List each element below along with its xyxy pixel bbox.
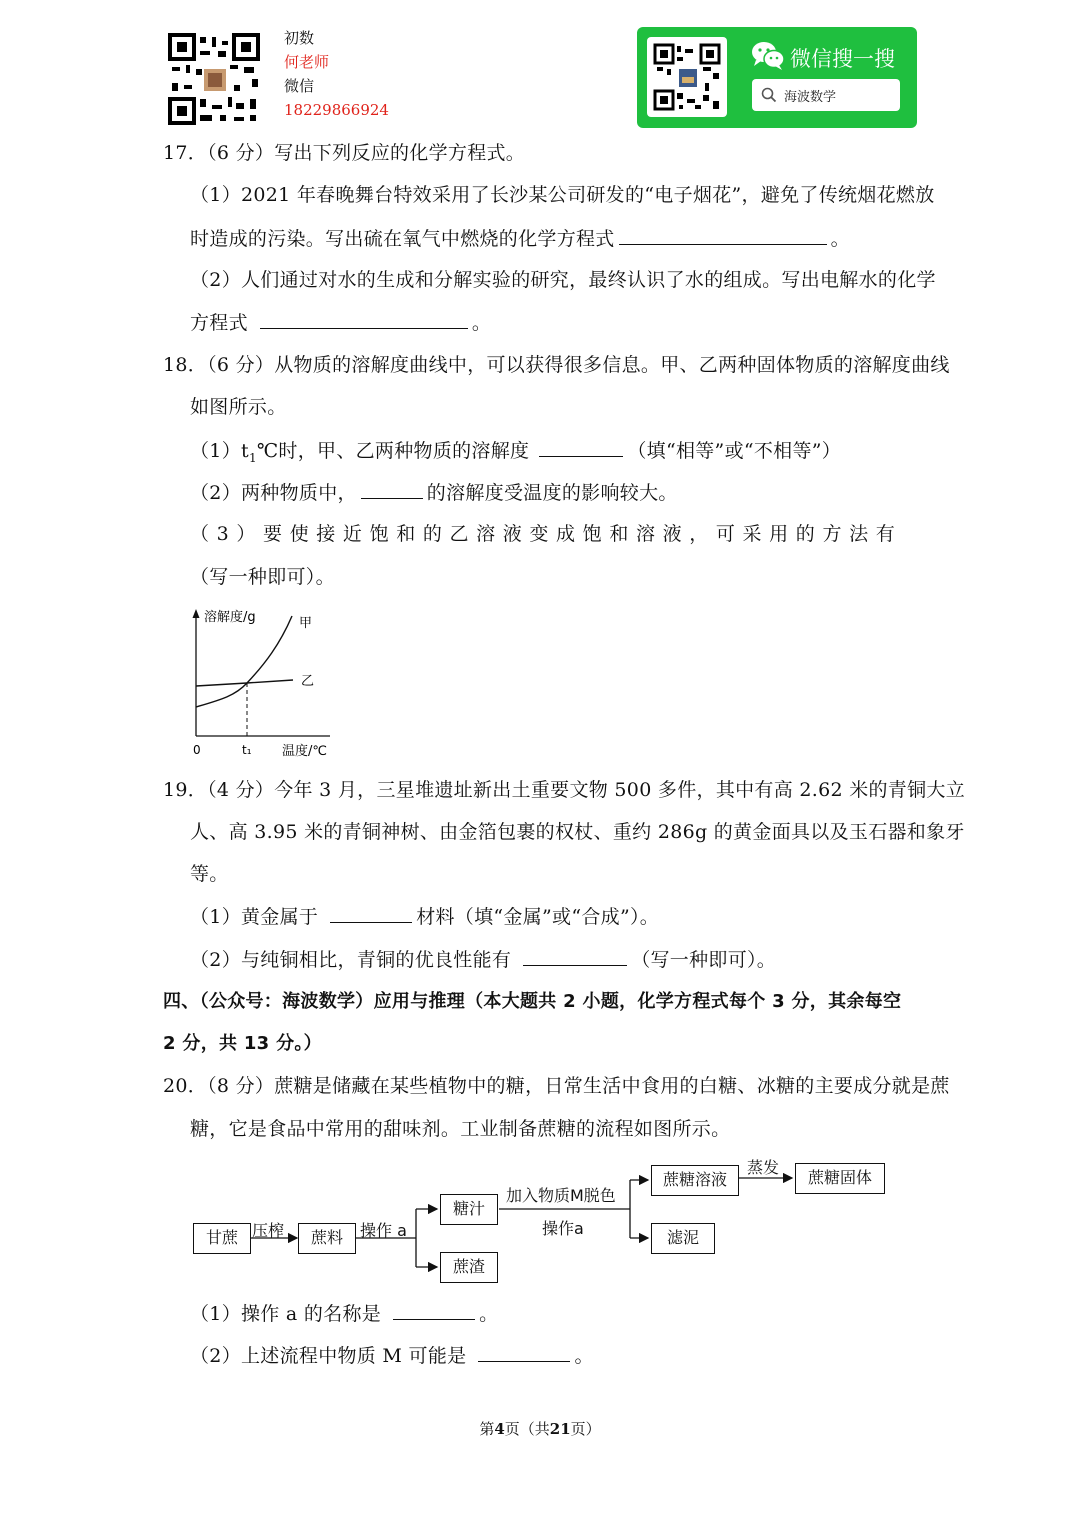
- wechat-search-text: 海波数学: [784, 90, 837, 105]
- q17-p2-text: 方程式: [190, 312, 248, 334]
- q18-stem-line1: 18．（6 分）从物质的溶解度曲线中，可以获得很多信息。甲、乙两种固体物质的溶解度曲线: [163, 354, 950, 376]
- q19-p2-pre: （2）与纯铜相比，青铜的优良性能有: [190, 949, 512, 971]
- q19-p1-pre: （1）黄金属于: [190, 906, 319, 928]
- q17-p2-line1: （2）人们通过对水的生成和分解实验的研究，最终认识了水的组成。写出电解水的化学: [190, 269, 936, 291]
- q19-stem-line2: 人、高 3.95 米的青铜神树、由金箔包裹的权杖、重约 286g 的黄金面具以及玉石器和象牙: [190, 821, 965, 843]
- q20-p2-post: 。: [574, 1345, 594, 1367]
- q19-stem-line3: 等。: [190, 863, 229, 885]
- flow-box-zheliao: 蔗料: [298, 1223, 356, 1254]
- q17-p1-line1: （1）2021 年春晚舞台特效采用了长沙某公司研发的“电子烟花”，避免了传统烟花燃放: [190, 184, 935, 206]
- q18-p1-post: （填“相等”或“不相等”）: [627, 440, 842, 462]
- wechat-search-banner[interactable]: [637, 27, 917, 128]
- footer-post: 页）: [570, 1420, 601, 1438]
- q17-p1-end: 。: [830, 228, 850, 250]
- q18-p2-post: 的溶解度受温度的影响较大。: [426, 482, 678, 504]
- q19-stem-line1: 19．（4 分）今年 3 月，三星堆遗址新出土重要文物 500 多件，其中有高 2.62 米的青铜大立: [163, 779, 966, 801]
- y-axis-arrow: [193, 609, 200, 618]
- flow-connectors: [190, 1160, 890, 1290]
- q20-p2: [190, 1343, 594, 1368]
- q19-answer-blank-2[interactable]: [523, 947, 627, 966]
- y-axis-label: 溶解度/g: [204, 610, 256, 625]
- footer-page-number: 4: [494, 1420, 505, 1438]
- series-jia: [196, 616, 292, 707]
- x-tick-t1: t₁: [242, 743, 252, 757]
- q19-p2: [190, 947, 776, 972]
- flow-label-add-m: 加入物质M脱色: [506, 1186, 616, 1205]
- wechat-logo-icon: [751, 41, 785, 71]
- footer-total-pages: 21: [549, 1420, 571, 1438]
- flow-box-zhezha: 蔗渣: [440, 1252, 498, 1283]
- q20-answer-blank-1[interactable]: [393, 1301, 475, 1320]
- q20-stem-line1: 20．（8 分）蔗糖是储藏在某些植物中的糖，日常生活中食用的白糖、冰糖的主要成分就是蔗: [163, 1075, 950, 1097]
- x-axis-label: 温度/℃: [282, 744, 327, 759]
- legend-yi: 乙: [301, 674, 315, 689]
- q18-p3-line2: （写一种即可）。: [190, 566, 335, 588]
- header-line-2: 何老师: [284, 53, 330, 71]
- q17-answer-blank-2[interactable]: [260, 310, 468, 329]
- footer-pre: 第: [479, 1420, 495, 1438]
- q18-stem-line2: 如图所示。: [190, 396, 287, 418]
- legend-jia: 甲: [299, 616, 313, 631]
- q20-stem-line2: 糖，它是食品中常用的甜味剂。工业制备蔗糖的流程如图所示。: [190, 1118, 731, 1140]
- q20-answer-blank-2[interactable]: [478, 1343, 570, 1362]
- q17-p2-line2: [190, 310, 491, 335]
- q20-p1-post: 。: [479, 1303, 499, 1325]
- flow-label-yazha: 压榨: [252, 1221, 285, 1240]
- q20-p2-pre: （2）上述流程中物质 M 可能是: [190, 1345, 467, 1367]
- q17-answer-blank-1[interactable]: [619, 226, 827, 245]
- wechat-search-input[interactable]: [752, 79, 900, 111]
- wechat-search-title: 微信搜一搜: [790, 47, 895, 71]
- flow-box-solution: 蔗糖溶液: [651, 1165, 739, 1196]
- q18-p1-sub: 1: [248, 450, 257, 465]
- q18-p2: [190, 480, 678, 505]
- q19-p2-post: （写一种即可）。: [631, 949, 777, 971]
- search-icon: [761, 87, 777, 103]
- q19-answer-blank-1[interactable]: [330, 904, 412, 923]
- header-line-3: 微信: [284, 77, 315, 95]
- header-line-1: 初数: [284, 29, 315, 47]
- q19-p1: [190, 904, 659, 929]
- q19-p1-post: 材料（填“金属”或“合成”）。: [416, 906, 660, 928]
- solubility-chart: [180, 604, 340, 760]
- flow-label-op-a2: 操作a: [542, 1219, 584, 1238]
- q18-answer-blank-1[interactable]: [539, 438, 623, 457]
- q18-p1-mid: ℃时，甲、乙两种物质的溶解度: [256, 440, 530, 462]
- qr-code-left: [168, 33, 260, 125]
- q17-p2-end: 。: [471, 312, 492, 334]
- footer-mid: 页（共: [504, 1420, 550, 1438]
- flow-box-tangzhi: 糖汁: [440, 1194, 498, 1225]
- q20-p1-pre: （1）操作 a 的名称是: [190, 1303, 382, 1325]
- q17-p1-text: 时造成的污染。写出硫在氧气中燃烧的化学方程式: [190, 228, 615, 250]
- section4-heading-line1: 四、（公众号：海波数学）应用与推理（本大题共 2 小题，化学方程式每个 3 分，其余每空: [163, 991, 902, 1012]
- section4-heading-line2: 2 分，共 13 分。）: [163, 1033, 322, 1054]
- qr-code-right: [647, 37, 727, 117]
- q17-stem: 17．（6 分）写出下列反应的化学方程式。: [163, 142, 526, 164]
- flow-label-op-a1: 操作 a: [360, 1221, 407, 1240]
- q18-p1-pre: （1）t: [190, 440, 249, 462]
- flow-box-lvni: 滤泥: [651, 1223, 715, 1254]
- origin-label: 0: [193, 743, 201, 757]
- flow-label-zhengfa: 蒸发: [747, 1158, 780, 1177]
- q17-p1-line2: [190, 226, 850, 251]
- flow-box-ganzhe: 甘蔗: [193, 1223, 251, 1254]
- q18-p3-line1: （ 3 ） 要 使 接 近 饱 和 的 乙 溶 液 变 成 饱 和 溶 液 ， 可 采 用 的 方 法 有: [190, 523, 896, 545]
- q18-p1: [190, 438, 841, 470]
- page-footer: [0, 1418, 1080, 1439]
- q18-answer-blank-2[interactable]: [361, 480, 423, 499]
- q18-p2-pre: （2）两种物质中，: [190, 482, 357, 504]
- header-phone: 18229866924: [284, 101, 389, 119]
- q20-p1: [190, 1301, 498, 1326]
- flow-box-solid: 蔗糖固体: [795, 1163, 885, 1194]
